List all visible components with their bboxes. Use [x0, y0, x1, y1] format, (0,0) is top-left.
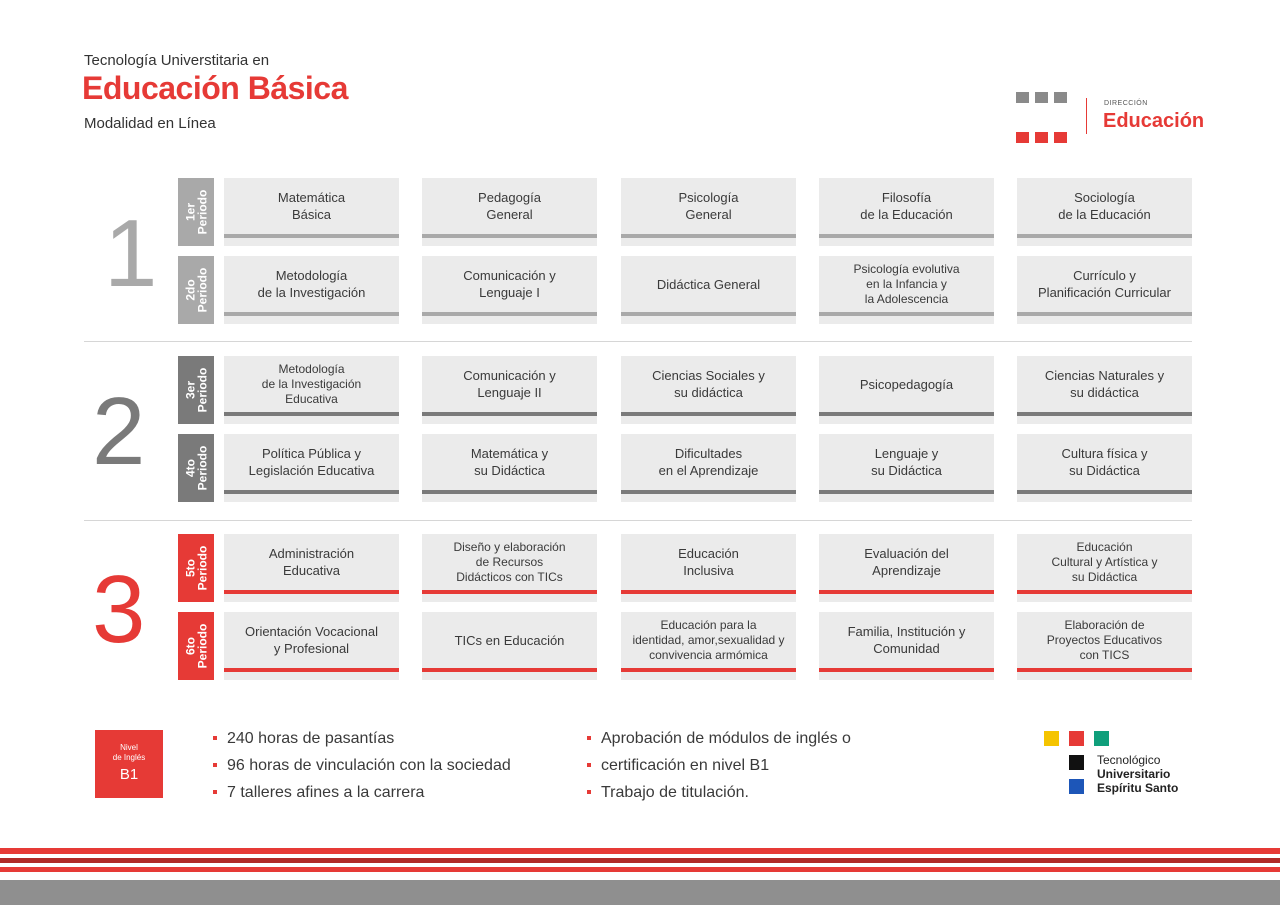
course-card: [422, 256, 597, 324]
period-tab: [178, 434, 214, 502]
english-label-line2: de Inglés: [112, 753, 146, 762]
requirement-item: Trabajo de titulación.: [587, 779, 851, 806]
english-level-badge: [95, 730, 163, 798]
logo-divider: [1086, 98, 1087, 134]
course-name: Psicología General: [678, 190, 739, 222]
course-card-underline: [224, 234, 399, 238]
course-name: Cultura física y su Didáctica: [1061, 446, 1148, 478]
period-tab: [178, 612, 214, 680]
course-card: [819, 612, 994, 680]
course-card-underline: [1017, 668, 1192, 672]
logo-square-blue: [1069, 779, 1084, 794]
requirements-list-left: [213, 725, 511, 806]
year-number: 3: [92, 556, 146, 663]
course-name: Comunicación y Lenguaje I: [463, 268, 556, 300]
course-name: Matemática y su Didáctica: [470, 446, 549, 478]
footer-stripe: [0, 867, 1280, 872]
course-card-underline: [621, 668, 796, 672]
course-card-underline: [621, 590, 796, 594]
course-card: [819, 434, 994, 502]
course-card: [1017, 434, 1192, 502]
english-label-line1: Nivel: [120, 743, 138, 752]
course-card: [422, 434, 597, 502]
course-card-underline: [819, 490, 994, 494]
course-card: [1017, 256, 1192, 324]
course-name: Orientación Vocacional y Profesional: [245, 624, 378, 656]
program-subtitle: Tecnología Universtitaria en: [84, 52, 270, 69]
course-name: Ciencias Naturales y su didáctica: [1044, 368, 1165, 400]
course-name: Elaboración de Proyectos Educativos con TICS: [1046, 617, 1163, 662]
course-card: [1017, 612, 1192, 680]
logo-square: [1035, 92, 1048, 103]
course-card-underline: [422, 668, 597, 672]
course-name: Comunicación y Lenguaje II: [463, 368, 556, 400]
logo-square: [1035, 132, 1048, 143]
requirement-item: Aprobación de módulos de inglés o: [587, 725, 851, 752]
period-tab: [178, 178, 214, 246]
program-title: Educación Básica: [82, 70, 348, 106]
course-name: Filosofía de la Educación: [860, 190, 953, 222]
logo-square: [1054, 132, 1067, 143]
course-name: Metodología de la Investigación Educativa: [261, 361, 362, 406]
requirement-item: 240 horas de pasantías: [213, 725, 511, 752]
course-card: [621, 534, 796, 602]
course-name: Familia, Institución y Comunidad: [847, 624, 966, 656]
course-name: Matemática Básica: [277, 190, 346, 222]
course-name: Ciencias Sociales y su didáctica: [652, 368, 765, 400]
requirement-item: 7 talleres afines a la carrera: [213, 779, 511, 806]
course-card: [819, 356, 994, 424]
course-card-underline: [1017, 234, 1192, 238]
course-card: [621, 356, 796, 424]
course-card: [224, 612, 399, 680]
course-card-underline: [224, 668, 399, 672]
course-name: TICs en Educación: [454, 632, 565, 648]
course-card-underline: [422, 490, 597, 494]
year-separator: [84, 341, 1192, 342]
course-card: [819, 256, 994, 324]
logo-square-yellow: [1044, 731, 1059, 746]
course-card-underline: [621, 312, 796, 316]
requirements-list-right: [587, 725, 851, 806]
course-card-underline: [621, 234, 796, 238]
year-number: 1: [104, 200, 158, 307]
footer-stripe: [0, 848, 1280, 854]
logo-direccion-label: DIRECCIÓN: [1104, 100, 1148, 107]
course-card-underline: [224, 590, 399, 594]
course-name: Educación para la identidad, amor,sexualidad y convivencia armómica: [632, 617, 785, 662]
course-name: Psicopedagogía: [859, 376, 954, 392]
course-name: Pedagogía General: [478, 190, 541, 222]
institution-name: [1097, 753, 1178, 795]
course-card-underline: [621, 490, 796, 494]
course-card-underline: [819, 312, 994, 316]
requirement-item-continued: certificación en nivel B1: [587, 752, 851, 779]
year-number: 2: [92, 378, 146, 485]
course-card-underline: [819, 234, 994, 238]
course-card-underline: [422, 234, 597, 238]
course-name: Educación Inclusiva: [678, 546, 739, 578]
course-card-underline: [621, 412, 796, 416]
logo-square-black: [1069, 755, 1084, 770]
course-name: Currículo y Planificación Curricular: [1038, 268, 1171, 300]
course-card: [224, 256, 399, 324]
course-card: [224, 534, 399, 602]
course-card-underline: [1017, 490, 1192, 494]
period-label: 5to Periodo: [183, 545, 210, 591]
course-name: Dificultades en el Aprendizaje: [658, 446, 759, 478]
course-card: [819, 178, 994, 246]
program-modality: Modalidad en Línea: [84, 115, 216, 132]
institution-line2: Universitario: [1097, 767, 1171, 781]
logo-square: [1016, 92, 1029, 103]
course-card: [422, 356, 597, 424]
course-card-underline: [1017, 412, 1192, 416]
course-card: [1017, 534, 1192, 602]
course-name: Didáctica General: [656, 276, 761, 292]
course-name: Política Pública y Legislación Educativa: [248, 446, 375, 478]
footer-stripe: [0, 858, 1280, 863]
requirement-item: 96 horas de vinculación con la sociedad: [213, 752, 511, 779]
course-card-underline: [422, 412, 597, 416]
course-card: [1017, 178, 1192, 246]
course-name: Psicología evolutiva en la Infancia y la Adolescencia: [853, 261, 960, 306]
course-card-underline: [819, 412, 994, 416]
period-tab: [178, 256, 214, 324]
course-card: [224, 178, 399, 246]
period-tab: [178, 534, 214, 602]
course-card: [621, 256, 796, 324]
course-card-underline: [1017, 590, 1192, 594]
course-card-underline: [224, 490, 399, 494]
course-card: [621, 434, 796, 502]
course-card: [422, 178, 597, 246]
year-separator: [84, 520, 1192, 521]
period-label: 2do Periodo: [183, 267, 210, 313]
course-card: [621, 178, 796, 246]
course-card: [422, 612, 597, 680]
course-card: [621, 612, 796, 680]
course-card: [819, 534, 994, 602]
institution-line1: Tecnológico: [1097, 753, 1161, 767]
course-card: [224, 356, 399, 424]
logo-educacion-label: Educación: [1103, 110, 1205, 132]
footer-band: [0, 880, 1280, 905]
logo-square: [1016, 132, 1029, 143]
period-label: 6to Periodo: [183, 623, 210, 669]
course-name: Evaluación del Aprendizaje: [864, 546, 949, 578]
course-name: Sociología de la Educación: [1058, 190, 1151, 222]
course-card-underline: [224, 312, 399, 316]
course-name: Metodología de la Investigación: [257, 268, 366, 300]
institution-line3: Espíritu Santo: [1097, 781, 1179, 795]
course-card-underline: [1017, 312, 1192, 316]
logo-square-red: [1069, 731, 1084, 746]
course-card-underline: [422, 312, 597, 316]
course-card: [422, 534, 597, 602]
course-name: Lenguaje y su Didáctica: [871, 446, 942, 478]
english-level: B1: [119, 766, 139, 783]
course-card-underline: [819, 668, 994, 672]
course-name: Diseño y elaboración de Recursos Didácticos con TICs: [453, 539, 566, 584]
logo-square: [1054, 92, 1067, 103]
course-card: [224, 434, 399, 502]
course-card-underline: [224, 412, 399, 416]
course-card-underline: [422, 590, 597, 594]
logo-square-green: [1094, 731, 1109, 746]
course-card: [1017, 356, 1192, 424]
course-name: Administración Educativa: [268, 546, 355, 578]
period-label: 1er Periodo: [183, 189, 210, 235]
period-label: 3er Periodo: [183, 367, 210, 413]
course-name: Educación Cultural y Artística y su Didáctica: [1051, 539, 1158, 584]
period-label: 4to Periodo: [183, 445, 210, 491]
course-card-underline: [819, 590, 994, 594]
period-tab: [178, 356, 214, 424]
